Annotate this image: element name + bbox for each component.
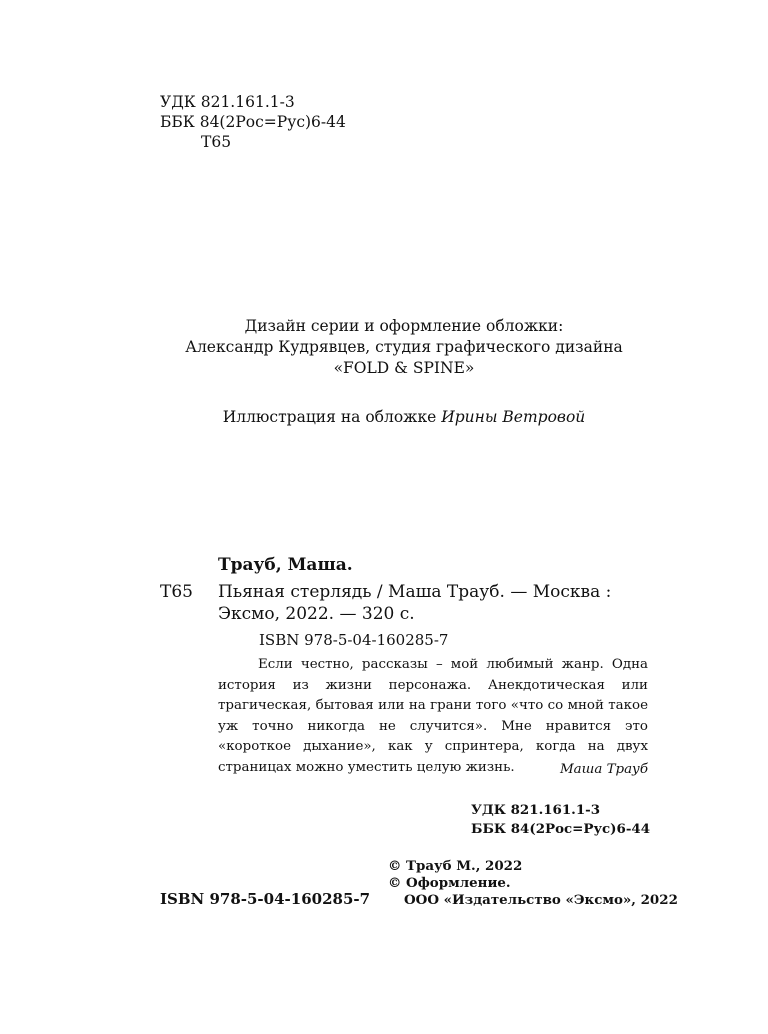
bib-author-code: Т65: [160, 582, 193, 602]
copyright-design: © Оформление.: [388, 875, 511, 891]
illustration-credit: [0, 407, 768, 428]
author-code-top: Т65: [201, 133, 232, 151]
design-credits: [0, 316, 768, 379]
bib-isbn: ISBN 978-5-04-160285-7: [259, 631, 449, 649]
copyright-author: © Трауб М., 2022: [388, 858, 523, 874]
copyright-publisher: ООО «Издательство «Эксмо», 2022: [404, 892, 678, 908]
bib-title-line-1: Пьяная стерлядь / Маша Трауб. — Москва :: [218, 582, 612, 602]
isbn-bottom: ISBN 978-5-04-160285-7: [160, 890, 371, 908]
bbk-top: ББК 84(2Рос=Рус)6-44: [160, 113, 346, 131]
credits-line-3: «FOLD & SPINE»: [333, 359, 475, 377]
udk-top: УДК 821.161.1-3: [160, 93, 295, 111]
annotation-text: Если честно, рассказы – мой любимый жанр. Одна история из жизни персонажа. Анекдотическая или трагическая, бытовая или на грани того «что со мной такое уж точно никогда не случится». Мне нравится это «короткое дыхание», как у спринтера, когда на двух страницах можно уместить целую жизнь.: [218, 657, 648, 775]
udk-bottom: УДК 821.161.1-3: [471, 802, 601, 818]
bib-title-line-2: Эксмо, 2022. — 320 с.: [218, 604, 415, 624]
illustrator-name: Ирины Ветровой: [441, 408, 586, 426]
annotation-signature: Маша Трауб: [559, 762, 648, 777]
bbk-bottom: ББК 84(2Рос=Рус)6-44: [471, 821, 651, 837]
bib-author: Трауб, Маша.: [218, 555, 353, 575]
illustration-prefix: Иллюстрация на обложке: [222, 408, 442, 426]
credits-line-2: Александр Кудрявцев, студия графического дизайна: [185, 338, 623, 356]
credits-line-1: Дизайн серии и оформление обложки:: [244, 317, 564, 335]
